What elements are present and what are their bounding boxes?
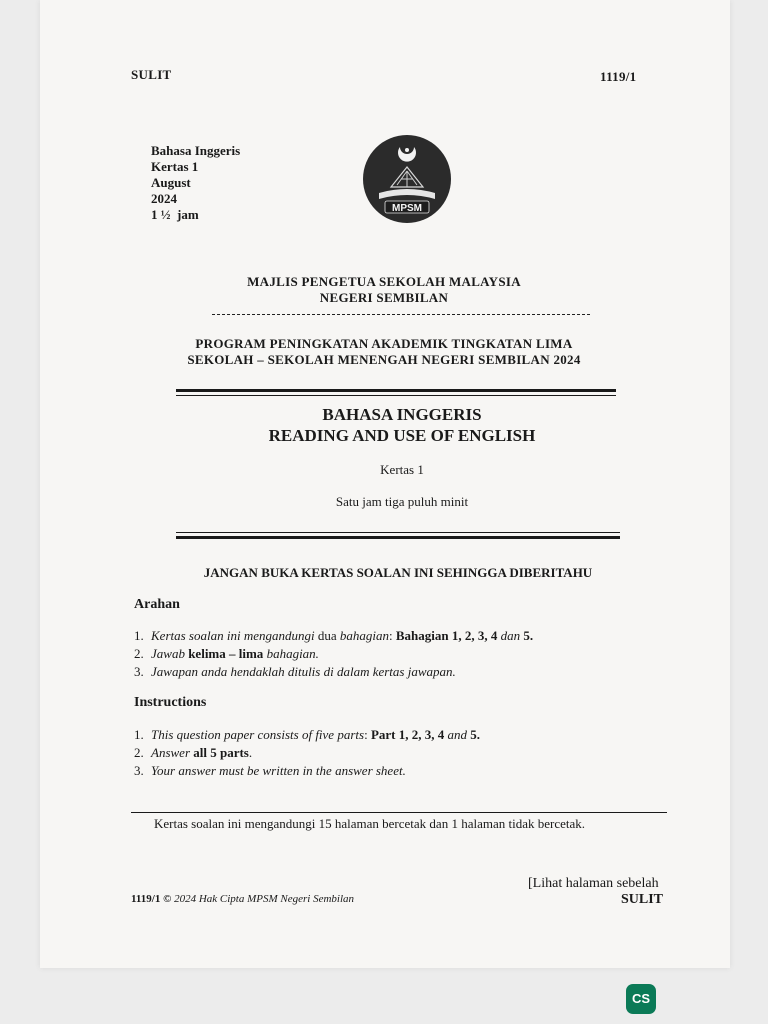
subject-title: BAHASA INGGERIS — [322, 405, 482, 424]
exam-duration: Satu jam tiga puluh minit — [335, 494, 469, 509]
council-state: NEGERI SEMBILAN — [319, 290, 449, 305]
instructions-item-3: 3. Your answer must be written in the answer sheet. — [134, 763, 406, 778]
title-top-rule-thin — [176, 395, 616, 396]
paper-number: Kertas 1 — [380, 462, 424, 477]
arahan-item-2: 2. Jawab kelima – lima bahagian. — [134, 646, 319, 661]
paper-meta — [151, 143, 240, 223]
page-count-rule — [131, 812, 667, 813]
council-name: MAJLIS PENGETUA SEKOLAH MALAYSIA — [247, 274, 521, 289]
arahan-heading: Arahan — [134, 597, 180, 612]
footer-classification: SULIT — [621, 892, 664, 907]
dashed-divider — [212, 314, 590, 315]
meta-subject: Bahasa Inggeris — [151, 143, 241, 158]
instructions-item-1: 1. This question paper consists of five parts: Part 1, 2, 3, 4 and 5. — [134, 727, 480, 742]
instructions-item-2: 2. Answer all 5 parts. — [134, 745, 253, 760]
classification-label: SULIT — [131, 67, 172, 82]
instructions-heading: Instructions — [134, 695, 207, 710]
meta-duration: 1 ½ jam — [151, 207, 199, 222]
title-bottom-rule — [176, 536, 620, 539]
mpsm-crest-icon — [361, 133, 453, 225]
paper-code: 1119/1 — [600, 69, 637, 84]
title-top-rule — [176, 389, 616, 392]
logo-text: MPSM — [392, 203, 422, 214]
camscanner-icon: CS — [626, 984, 656, 1014]
mpsm-logo — [361, 133, 453, 225]
arahan-item-3: 3. Jawapan anda hendaklah ditulis di dalam kertas jawapan. — [134, 664, 456, 679]
next-page-note: [Lihat halaman sebelah — [528, 876, 659, 891]
arahan-list — [134, 627, 533, 681]
title-bottom-rule-thin — [176, 532, 620, 533]
program-line-1: PROGRAM PENINGKATAN AKADEMIK TINGKATAN LIMA — [195, 336, 573, 351]
do-not-open-warning: JANGAN BUKA KERTAS SOALAN INI SEHINGGA DIBERITAHU — [203, 565, 593, 580]
program-line-2: SEKOLAH – SEKOLAH MENENGAH NEGERI SEMBILAN 2024 — [187, 352, 581, 367]
copyright-line: 1119/1 © 2024 Hak Cipta MPSM Negeri Sembilan — [131, 893, 355, 905]
meta-year: 2024 — [151, 191, 177, 206]
component-title: READING AND USE OF ENGLISH — [268, 426, 536, 445]
page-count-note: Kertas soalan ini mengandungi 15 halaman bercetak dan 1 halaman tidak bercetak. — [154, 816, 585, 831]
instructions-list — [134, 726, 480, 780]
meta-month: August — [151, 175, 191, 190]
arahan-item-1: 1. Kertas soalan ini mengandungi dua bahagian: Bahagian 1, 2, 3, 4 dan 5. — [134, 628, 534, 643]
meta-paper: Kertas 1 — [151, 159, 199, 174]
